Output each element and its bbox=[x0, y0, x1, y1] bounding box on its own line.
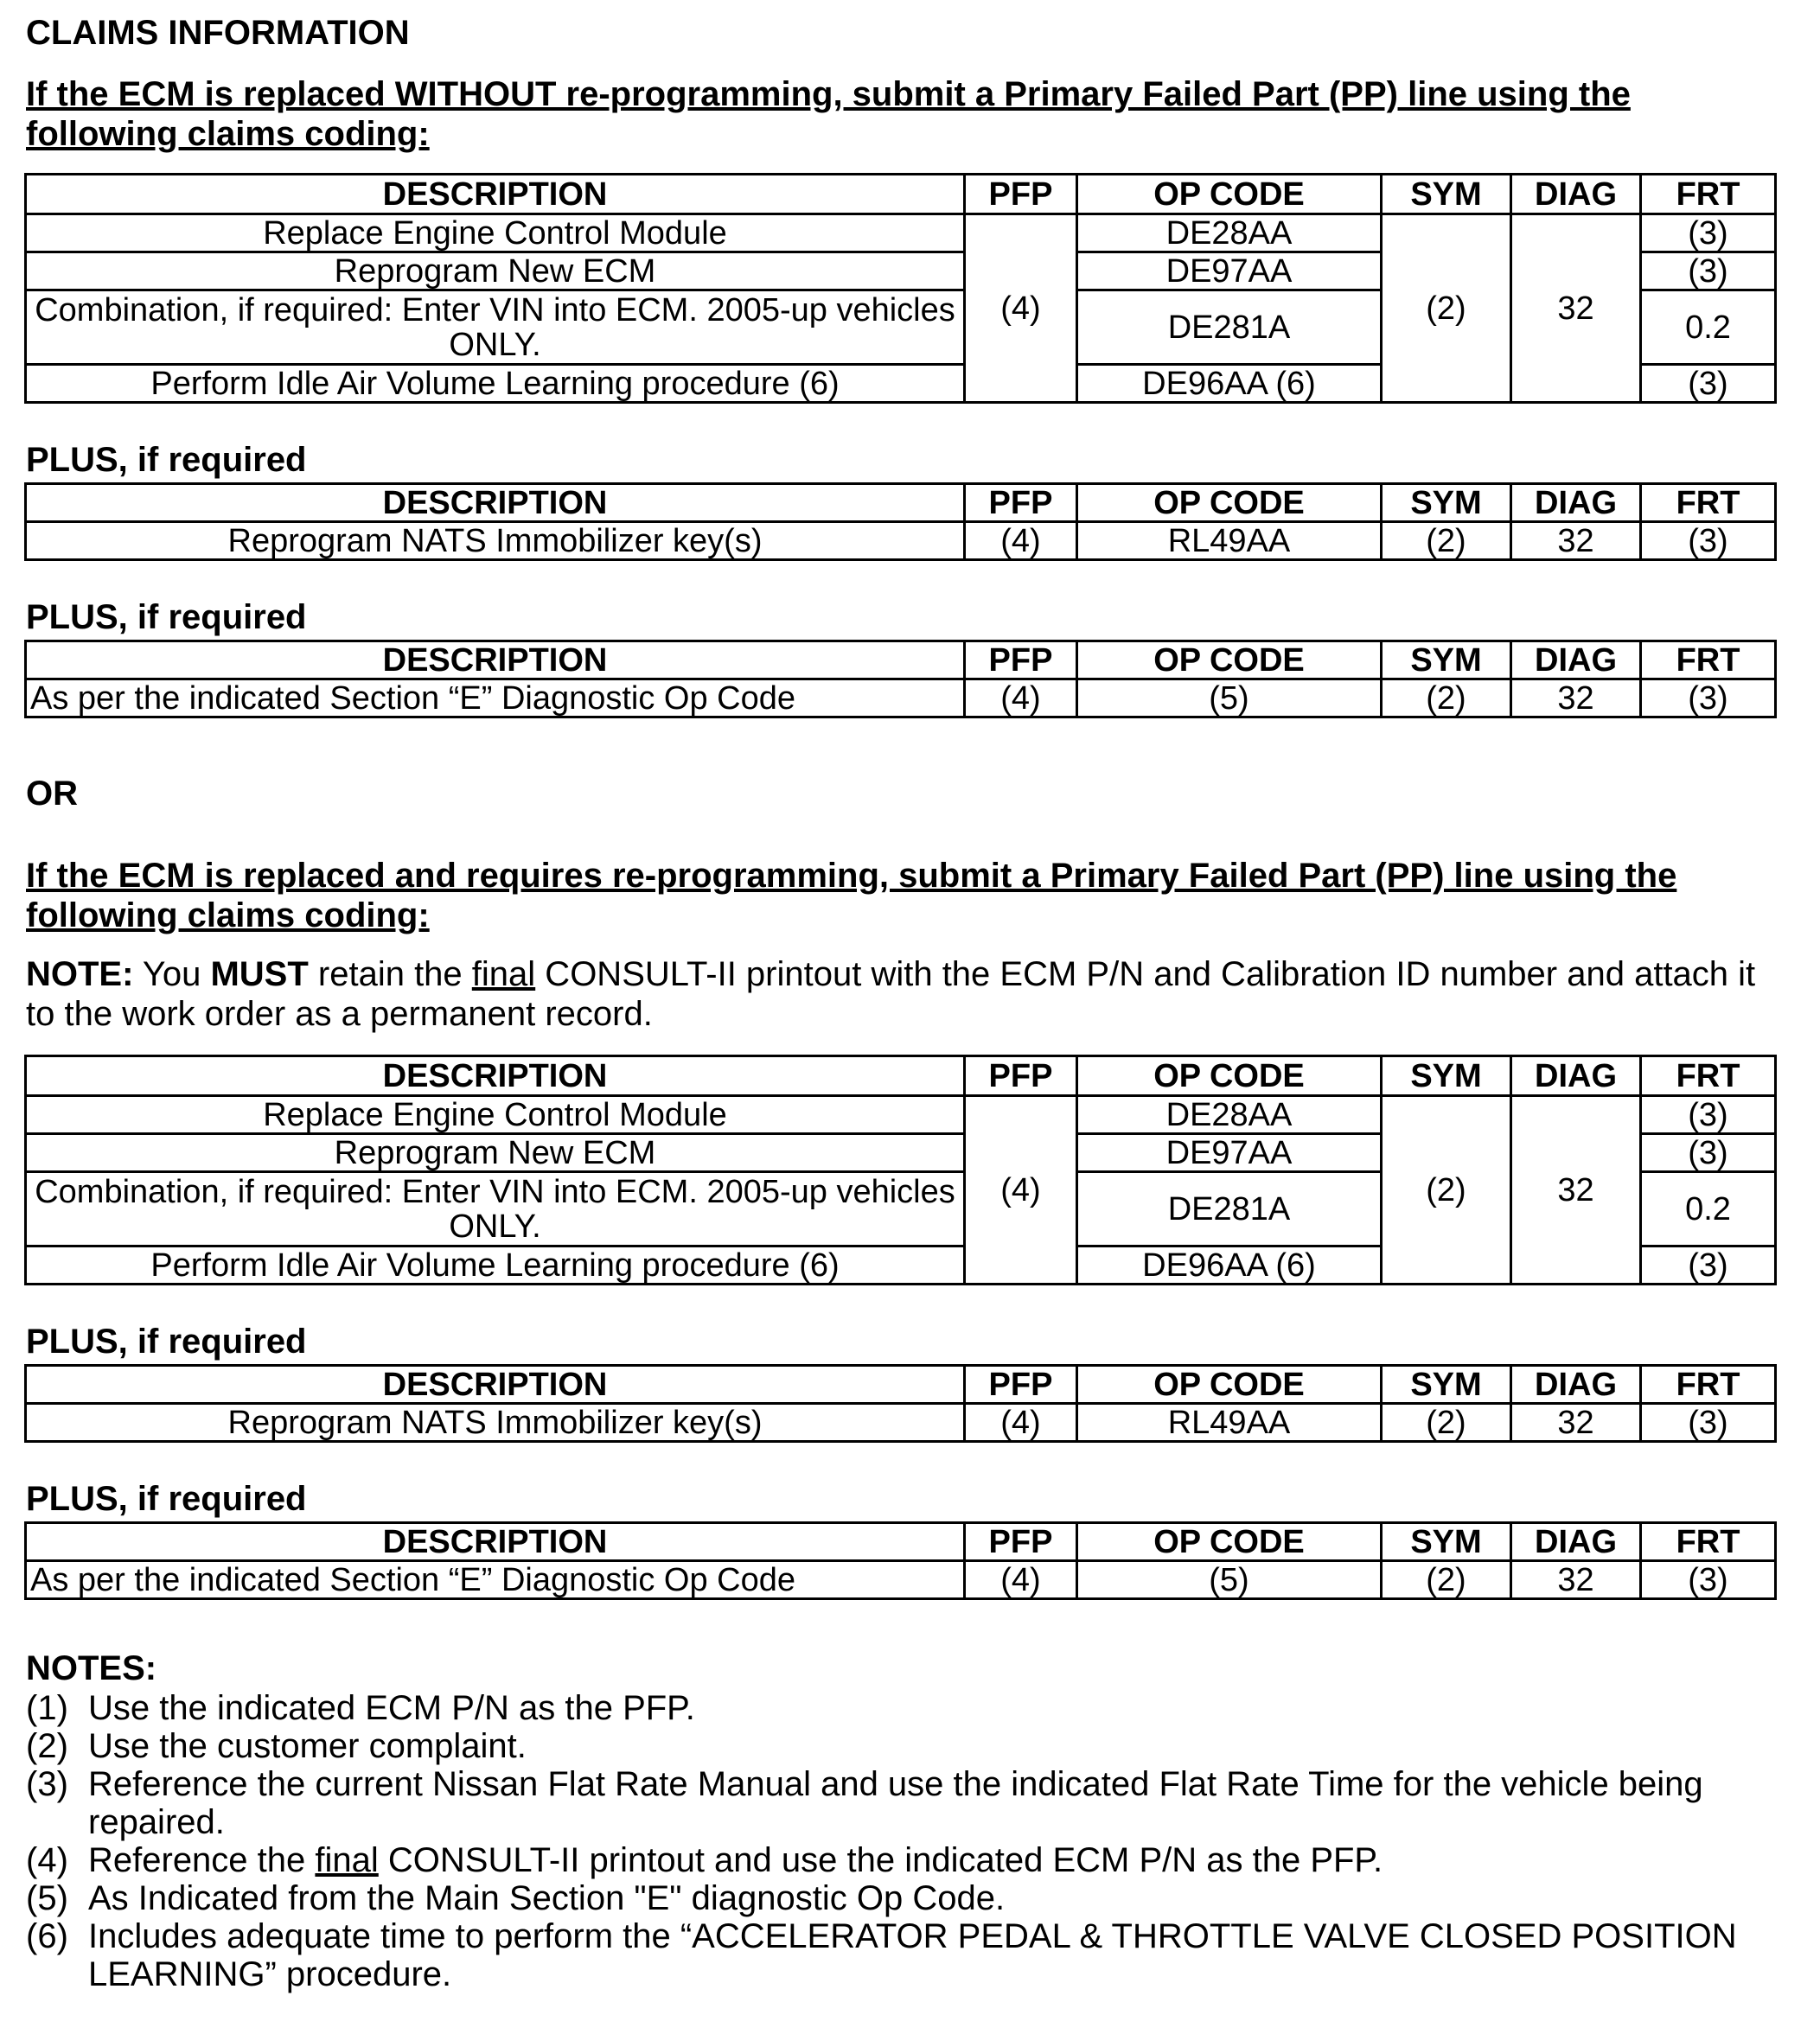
cell-frt: (3) bbox=[1641, 1561, 1776, 1599]
plus-label: PLUS, if required bbox=[26, 1480, 307, 1518]
cell-diag: 32 bbox=[1511, 1096, 1641, 1285]
cell-frt: (3) bbox=[1641, 365, 1776, 403]
table-header-row bbox=[26, 175, 1776, 214]
note-text bbox=[88, 1841, 1781, 1879]
cell-pfp: (4) bbox=[965, 679, 1077, 717]
header-op-code: OP CODE bbox=[1077, 1523, 1382, 1561]
section2-main-table bbox=[24, 1055, 1777, 1285]
list-item bbox=[26, 1689, 1781, 1727]
header-diag: DIAG bbox=[1511, 175, 1641, 214]
note-must: MUST bbox=[210, 955, 309, 993]
note-number: (5) bbox=[26, 1879, 68, 1917]
section2-plus1-table bbox=[24, 1364, 1777, 1443]
header-description: DESCRIPTION bbox=[26, 641, 965, 679]
cell-pfp: (4) bbox=[965, 214, 1077, 403]
note-text: retain the bbox=[308, 955, 472, 993]
section1-heading: If the ECM is replaced WITHOUT re-programming, submit a Primary Failed Part (PP) line using the following claims coding: bbox=[26, 75, 1631, 153]
table-row bbox=[26, 1404, 1776, 1442]
plus-label: PLUS, if required bbox=[26, 441, 307, 479]
cell-sym: (2) bbox=[1382, 679, 1511, 717]
note-text: Reference the current Nissan Flat Rate Manual and use the indicated Flat Rate Time for the vehicle being repaired. bbox=[88, 1765, 1703, 1841]
header-diag: DIAG bbox=[1511, 1366, 1641, 1404]
section2-note bbox=[26, 954, 1781, 1034]
cell-op-code: (5) bbox=[1077, 1561, 1382, 1599]
note-text: Use the customer complaint. bbox=[88, 1727, 527, 1765]
notes-title: NOTES: bbox=[26, 1649, 157, 1687]
plus-label: PLUS, if required bbox=[26, 598, 307, 636]
cell-diag: 32 bbox=[1511, 1561, 1641, 1599]
header-frt: FRT bbox=[1641, 1056, 1776, 1096]
cell-pfp: (4) bbox=[965, 1096, 1077, 1285]
cell-frt: (3) bbox=[1641, 214, 1776, 252]
header-pfp: PFP bbox=[965, 1056, 1077, 1096]
note-text: Includes adequate time to perform the “ACCELERATOR PEDAL & THROTTLE VALVE CLOSED POSITION LEARNING” procedure. bbox=[88, 1917, 1737, 1993]
header-frt: FRT bbox=[1641, 1366, 1776, 1404]
list-item bbox=[26, 1841, 1781, 1879]
cell-frt: 0.2 bbox=[1641, 290, 1776, 365]
list-item bbox=[26, 1917, 1781, 1993]
cell-diag: 32 bbox=[1511, 214, 1641, 403]
cell-sym: (2) bbox=[1382, 522, 1511, 560]
header-op-code: OP CODE bbox=[1077, 484, 1382, 522]
note-number: (4) bbox=[26, 1841, 68, 1879]
note-text: Use the indicated ECM P/N as the PFP. bbox=[88, 1689, 695, 1727]
cell-op-code: DE28AA bbox=[1077, 1096, 1382, 1134]
cell-frt: (3) bbox=[1641, 1247, 1776, 1285]
cell-pfp: (4) bbox=[965, 1561, 1077, 1599]
section1-main-table bbox=[24, 173, 1777, 404]
cell-op-code: DE97AA bbox=[1077, 252, 1382, 290]
cell-diag: 32 bbox=[1511, 1404, 1641, 1442]
note-label: NOTE: bbox=[26, 955, 134, 993]
table-row bbox=[26, 679, 1776, 717]
header-diag: DIAG bbox=[1511, 484, 1641, 522]
cell-pfp: (4) bbox=[965, 522, 1077, 560]
header-description: DESCRIPTION bbox=[26, 1523, 965, 1561]
cell-diag: 32 bbox=[1511, 679, 1641, 717]
cell-description: Perform Idle Air Volume Learning procedure (6) bbox=[26, 1247, 965, 1285]
cell-op-code: DE97AA bbox=[1077, 1134, 1382, 1172]
note-final: final bbox=[471, 955, 536, 993]
note-number: (6) bbox=[26, 1917, 68, 1955]
header-op-code: OP CODE bbox=[1077, 641, 1382, 679]
section2-plus2-table bbox=[24, 1521, 1777, 1600]
cell-diag: 32 bbox=[1511, 522, 1641, 560]
cell-description: Reprogram NATS Immobilizer key(s) bbox=[26, 522, 965, 560]
table-row bbox=[26, 522, 1776, 560]
header-pfp: PFP bbox=[965, 1366, 1077, 1404]
header-op-code: OP CODE bbox=[1077, 1366, 1382, 1404]
table-header-row bbox=[26, 484, 1776, 522]
cell-op-code: RL49AA bbox=[1077, 1404, 1382, 1442]
list-item bbox=[26, 1727, 1781, 1765]
cell-description: Replace Engine Control Module bbox=[26, 1096, 965, 1134]
or-label: OR bbox=[26, 775, 78, 813]
table-header-row bbox=[26, 641, 1776, 679]
header-pfp: PFP bbox=[965, 1523, 1077, 1561]
header-diag: DIAG bbox=[1511, 1523, 1641, 1561]
header-description: DESCRIPTION bbox=[26, 484, 965, 522]
header-op-code: OP CODE bbox=[1077, 175, 1382, 214]
note-text-pre: Reference the bbox=[88, 1841, 316, 1879]
header-frt: FRT bbox=[1641, 484, 1776, 522]
cell-op-code: DE28AA bbox=[1077, 214, 1382, 252]
header-op-code: OP CODE bbox=[1077, 1056, 1382, 1096]
cell-description: As per the indicated Section “E” Diagnostic Op Code bbox=[26, 1561, 965, 1599]
cell-op-code: DE96AA (6) bbox=[1077, 1247, 1382, 1285]
cell-frt: 0.2 bbox=[1641, 1172, 1776, 1247]
cell-description: Perform Idle Air Volume Learning procedure (6) bbox=[26, 365, 965, 403]
page-title: CLAIMS INFORMATION bbox=[26, 14, 410, 52]
cell-description: Combination, if required: Enter VIN into ECM. 2005-up vehicles ONLY. bbox=[26, 290, 965, 365]
cell-sym: (2) bbox=[1382, 1561, 1511, 1599]
note-text: As Indicated from the Main Section "E" diagnostic Op Code. bbox=[88, 1879, 1006, 1917]
table-row bbox=[26, 214, 1776, 252]
cell-description: Reprogram New ECM bbox=[26, 1134, 965, 1172]
header-sym: SYM bbox=[1382, 484, 1511, 522]
table-header-row bbox=[26, 1366, 1776, 1404]
cell-frt: (3) bbox=[1641, 1404, 1776, 1442]
table-row bbox=[26, 1561, 1776, 1599]
cell-pfp: (4) bbox=[965, 1404, 1077, 1442]
header-sym: SYM bbox=[1382, 641, 1511, 679]
cell-op-code: DE281A bbox=[1077, 290, 1382, 365]
header-pfp: PFP bbox=[965, 484, 1077, 522]
header-description: DESCRIPTION bbox=[26, 1366, 965, 1404]
header-sym: SYM bbox=[1382, 1523, 1511, 1561]
table-header-row bbox=[26, 1523, 1776, 1561]
cell-sym: (2) bbox=[1382, 1096, 1511, 1285]
cell-frt: (3) bbox=[1641, 679, 1776, 717]
header-description: DESCRIPTION bbox=[26, 1056, 965, 1096]
cell-frt: (3) bbox=[1641, 252, 1776, 290]
cell-description: Replace Engine Control Module bbox=[26, 214, 965, 252]
plus-label: PLUS, if required bbox=[26, 1323, 307, 1361]
cell-frt: (3) bbox=[1641, 522, 1776, 560]
header-sym: SYM bbox=[1382, 175, 1511, 214]
note-text-post: CONSULT-II printout and use the indicated ECM P/N as the PFP. bbox=[378, 1841, 1383, 1879]
cell-frt: (3) bbox=[1641, 1134, 1776, 1172]
note-text: You bbox=[133, 955, 211, 993]
header-frt: FRT bbox=[1641, 641, 1776, 679]
table-row bbox=[26, 1096, 1776, 1134]
header-sym: SYM bbox=[1382, 1056, 1511, 1096]
note-number: (3) bbox=[26, 1765, 68, 1803]
cell-description: Reprogram NATS Immobilizer key(s) bbox=[26, 1404, 965, 1442]
note-final: final bbox=[315, 1841, 379, 1879]
header-sym: SYM bbox=[1382, 1366, 1511, 1404]
header-frt: FRT bbox=[1641, 175, 1776, 214]
header-frt: FRT bbox=[1641, 1523, 1776, 1561]
section2-heading: If the ECM is replaced and requires re-programming, submit a Primary Failed Part (PP) line using the following claims coding: bbox=[26, 857, 1677, 934]
note-number: (2) bbox=[26, 1727, 68, 1765]
header-diag: DIAG bbox=[1511, 641, 1641, 679]
header-pfp: PFP bbox=[965, 175, 1077, 214]
note-number: (1) bbox=[26, 1689, 68, 1727]
cell-op-code: DE96AA (6) bbox=[1077, 365, 1382, 403]
header-description: DESCRIPTION bbox=[26, 175, 965, 214]
list-item bbox=[26, 1765, 1781, 1841]
cell-sym: (2) bbox=[1382, 214, 1511, 403]
note-text: CONSULT-II printout with the ECM P/N and Calibration ID number and attach it to the work order as a permanent record. bbox=[26, 955, 1756, 1033]
section1-plus1-table bbox=[24, 482, 1777, 561]
cell-op-code: DE281A bbox=[1077, 1172, 1382, 1247]
header-pfp: PFP bbox=[965, 641, 1077, 679]
cell-description: Reprogram New ECM bbox=[26, 252, 965, 290]
list-item bbox=[26, 1879, 1781, 1917]
cell-op-code: (5) bbox=[1077, 679, 1382, 717]
cell-sym: (2) bbox=[1382, 1404, 1511, 1442]
cell-description: As per the indicated Section “E” Diagnostic Op Code bbox=[26, 679, 965, 717]
notes-list bbox=[26, 1689, 1781, 1993]
table-header-row bbox=[26, 1056, 1776, 1096]
header-diag: DIAG bbox=[1511, 1056, 1641, 1096]
section1-plus2-table bbox=[24, 640, 1777, 718]
cell-frt: (3) bbox=[1641, 1096, 1776, 1134]
cell-op-code: RL49AA bbox=[1077, 522, 1382, 560]
cell-description: Combination, if required: Enter VIN into ECM. 2005-up vehicles ONLY. bbox=[26, 1172, 965, 1247]
